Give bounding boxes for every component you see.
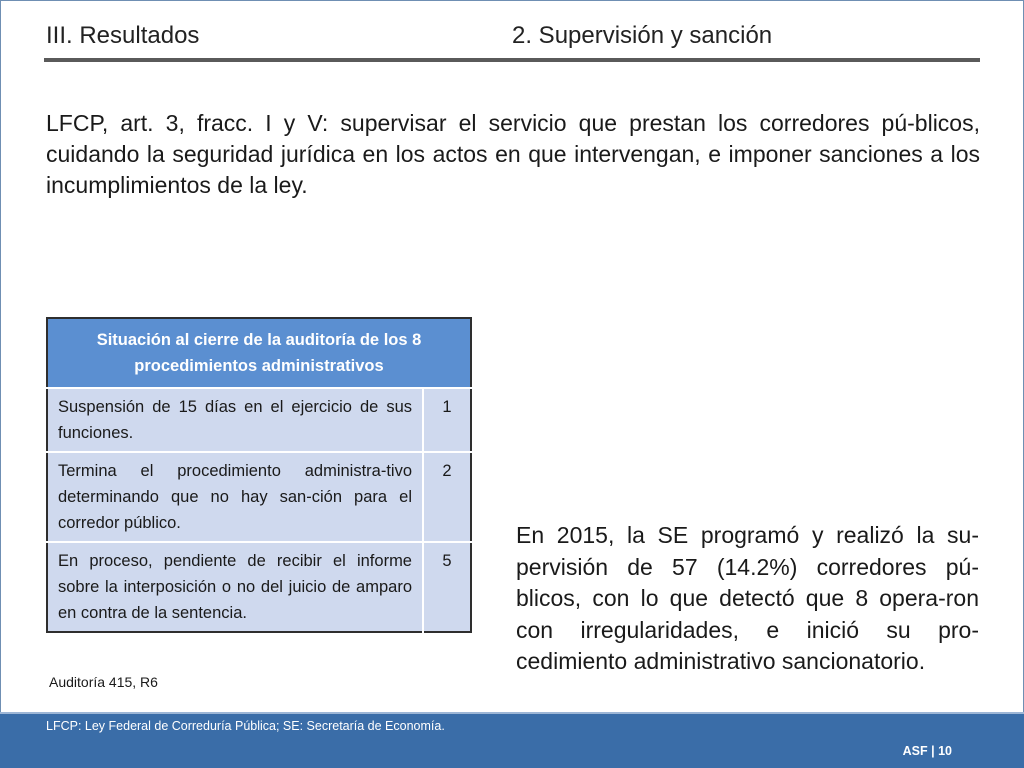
section-title: III. Resultados — [46, 22, 200, 49]
footer-divider — [0, 712, 1024, 714]
table-source: Auditoría 415, R6 — [49, 674, 158, 690]
table-row — [47, 542, 471, 632]
table-row — [47, 388, 471, 452]
row-count: 5 — [423, 542, 471, 632]
side-paragraph: En 2015, la SE programó y realizó la su-pervisión de 57 (14.2%) corredores pú-blicos, con lo que detectó que 8 opera-ron con irregularidades, e inició su pro-cedimiento administrativo sancionatorio. — [516, 522, 979, 674]
procedures-table — [46, 317, 472, 633]
row-description: Suspensión de 15 días en el ejercicio de sus funciones. — [47, 388, 423, 452]
row-count: 2 — [423, 452, 471, 542]
row-description: Termina el procedimiento administra-tivo determinando que no hay san-ción para el corredor público. — [47, 452, 423, 542]
header-rule — [44, 58, 980, 62]
row-description: En proceso, pendiente de recibir el informe sobre la interposición o no del juicio de amparo en contra de la sentencia. — [47, 542, 423, 632]
topic-title: 2. Supervisión y sanción — [512, 22, 773, 49]
table-title: Situación al cierre de la auditoría de los 8 procedimientos administrativos — [47, 318, 471, 388]
table-row — [47, 452, 471, 542]
page-number: ASF | 10 — [902, 744, 952, 758]
footer-note: LFCP: Ley Federal de Correduría Pública; SE: Secretaría de Economía. — [46, 719, 445, 733]
table-header-row — [47, 318, 471, 388]
row-count: 1 — [423, 388, 471, 452]
intro-paragraph: LFCP, art. 3, fracc. I y V: supervisar el servicio que prestan los corredores pú-blicos, cuidando la seguridad jurídica en los actos en que intervengan, e imponer sanciones a los incumplimientos de la ley. — [46, 110, 980, 198]
